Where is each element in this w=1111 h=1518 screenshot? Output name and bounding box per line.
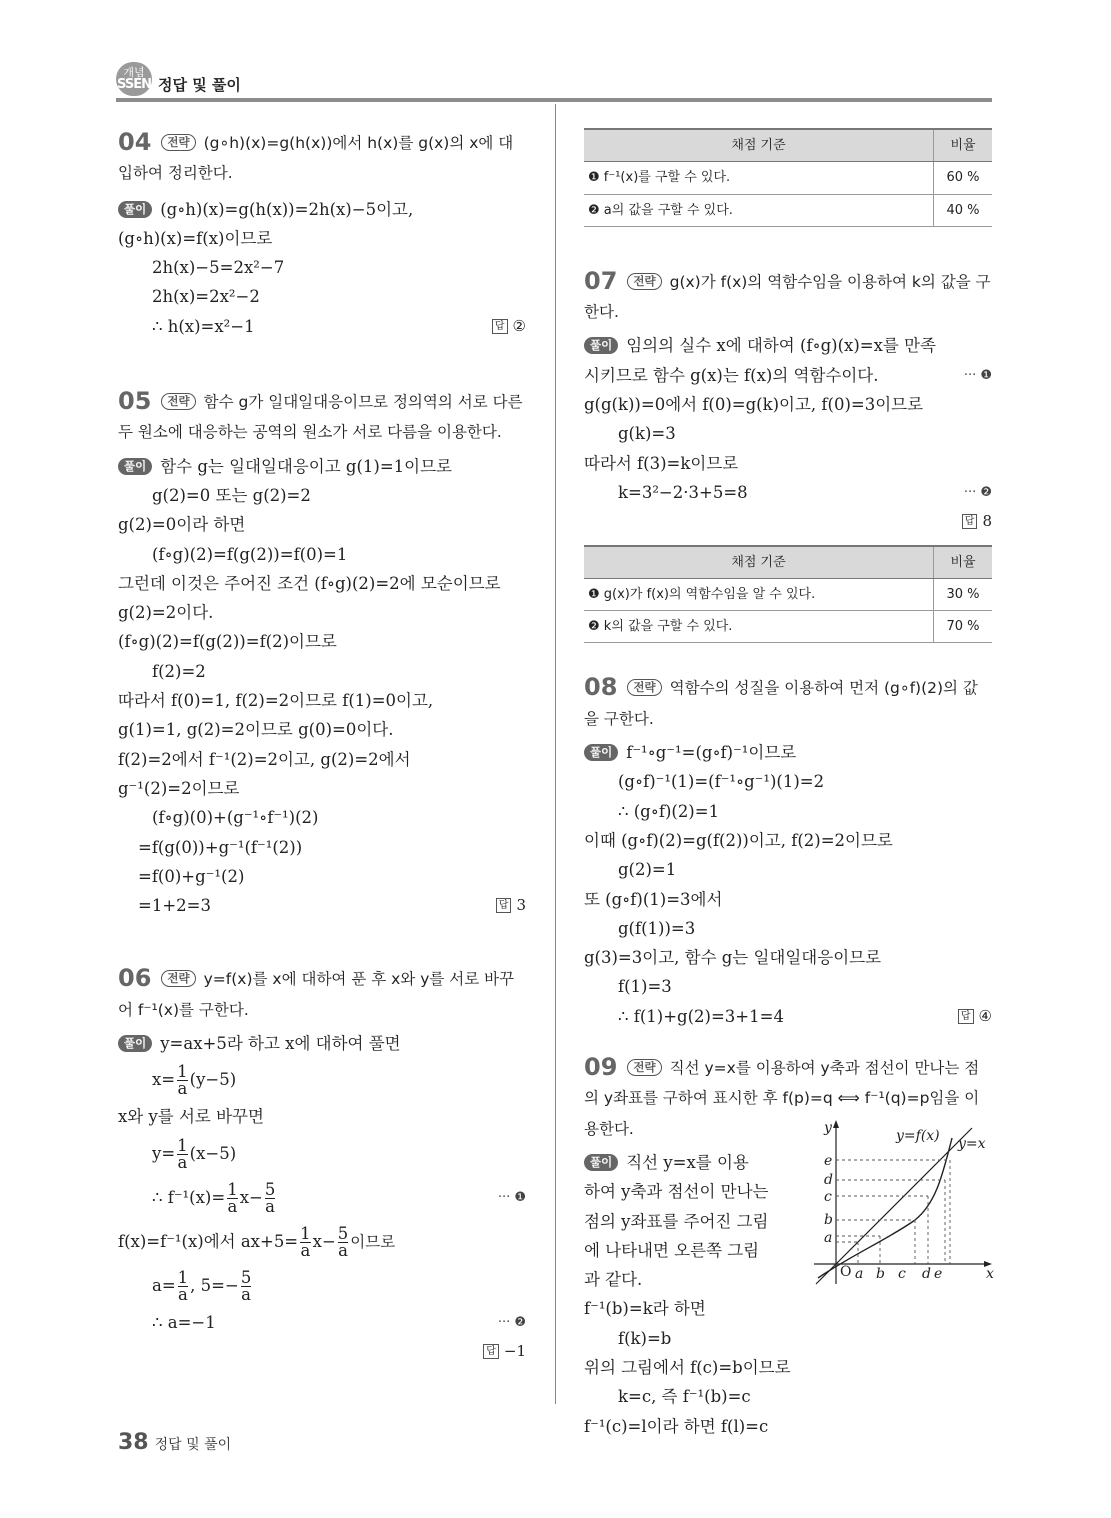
x-tick-e: e	[934, 1266, 943, 1282]
frac-den: a	[178, 1284, 188, 1304]
fraction	[300, 1223, 311, 1260]
q09-line3: 점의 y좌표를 주어진 그림	[584, 1211, 769, 1231]
q07-line5: 따라서 f(3)=k이므로	[584, 453, 739, 473]
y-tick-d: d	[824, 1172, 833, 1188]
q04-number: 04	[118, 128, 152, 156]
q06-number: 06	[118, 964, 152, 993]
step-marker-1: ··· ❶	[497, 1189, 526, 1205]
q04-answer	[492, 312, 526, 341]
q05-line15	[118, 891, 526, 920]
x-tick-a: a	[855, 1266, 864, 1282]
strategy-tag: 전략	[627, 679, 661, 696]
q05-sol-line1	[118, 452, 526, 481]
q06-line4	[118, 1132, 526, 1176]
frac-den: a	[227, 1196, 238, 1216]
q06-sol-line1	[118, 1029, 526, 1058]
q05-strategy	[118, 387, 526, 448]
solution-tag: 풀이	[584, 337, 618, 354]
table-cell: ❶ g(x)가 f(x)의 역함수임을 알 수 있다.	[584, 578, 934, 610]
q08-line3: ∴ (g∘f)(2)=1	[618, 801, 720, 821]
table-cell: 60 %	[934, 162, 993, 194]
q06-sol1: y=ax+5라 하고 x에 대하여 풀면	[160, 1034, 401, 1054]
table-row	[584, 611, 992, 643]
q09-strategy-text: 직선 y=x를 이용하여 y축과 점선이 만나는 점의 y좌표를 구하여 표시한 후 f(p)=q ⟺ f⁻¹(q)=p임을 이용한다.	[584, 1059, 980, 1138]
scoring-table-07	[584, 545, 992, 644]
q04-strategy-text: (g∘h)(x)=g(h(x))에서 h(x)를 g(x)의 x에 대입하여 정리한다.	[118, 134, 514, 183]
q06-expr: x−	[239, 1187, 263, 1207]
q06-expr: , 5=−	[190, 1275, 239, 1295]
q09-number: 09	[584, 1053, 618, 1082]
q05-line8: 따라서 f(0)=1, f(2)=2이므로 f(1)=0이고,	[118, 691, 434, 711]
frac-num: 5	[264, 1179, 276, 1199]
q06-eq: f(x)=f⁻¹(x)에서 ax+5=	[118, 1231, 299, 1251]
q09-line2: 하여 y축과 점선이 만나는	[584, 1182, 769, 1202]
q04-answer-value: ②	[512, 316, 526, 335]
q05-line6: (f∘g)(2)=f(g(2))=f(2)이므로	[118, 632, 337, 652]
table-header-ratio: 비율	[934, 129, 993, 162]
frac-num: 5	[337, 1223, 349, 1243]
q08-line10	[584, 1002, 992, 1031]
table-cell: ❷ a의 값을 구할 수 있다.	[584, 194, 934, 226]
q08-conclusion: ∴ f(1)+g(2)=3+1=4	[618, 1006, 784, 1026]
q06-y-eq: y=	[152, 1143, 176, 1163]
strategy-tag: 전략	[161, 134, 195, 151]
x-tick-b: b	[876, 1266, 885, 1282]
footer-text: 정답 및 풀이	[154, 1437, 232, 1453]
step-marker-2: ··· ❷	[963, 484, 992, 500]
strategy-tag: 전략	[627, 273, 661, 290]
q08-line4: 이때 (g∘f)(2)=g(f(2))이고, f(2)=2이므로	[584, 830, 893, 850]
scoring-table-06	[584, 128, 992, 227]
fraction	[337, 1223, 349, 1260]
q07-answer-line	[584, 507, 992, 536]
q06-line2	[118, 1058, 526, 1102]
frac-num: 5	[240, 1267, 252, 1287]
answer-box: 답	[492, 319, 508, 334]
fraction	[177, 1135, 188, 1172]
curve-f	[818, 1138, 952, 1278]
y-tick-c: c	[824, 1189, 832, 1205]
q04-conclusion: ∴ h(x)=x²−1	[152, 316, 255, 336]
q08-line5: g(2)=1	[618, 860, 677, 880]
q05-conclusion: =1+2=3	[138, 896, 211, 916]
q07-line6	[584, 478, 992, 507]
table-header-ratio: 비율	[934, 546, 993, 579]
q07-line2	[584, 361, 992, 390]
q04-line3: 2h(x)−5=2x²−7	[152, 258, 285, 278]
frac-num: 1	[227, 1179, 238, 1199]
q06-expr: (x−5)	[189, 1143, 237, 1163]
q08-line9: f(1)=3	[618, 977, 672, 997]
line-label: y=x	[958, 1136, 986, 1152]
q06-line6	[118, 1220, 526, 1264]
answer-box: 답	[483, 1344, 499, 1359]
series-logo	[116, 62, 152, 96]
q09-line8: 위의 그림에서 f(c)=b이므로	[584, 1357, 791, 1377]
q09-line5: 과 같다.	[584, 1270, 643, 1290]
page-footer	[118, 1430, 231, 1455]
strategy-tag: 전략	[161, 970, 195, 987]
q06-line3: x와 y를 서로 바꾸면	[118, 1107, 264, 1127]
table-cell: ❷ k의 값을 구할 수 있다.	[584, 611, 934, 643]
q07-line3: g(g(k))=0에서 f(0)=g(k)이고, f(0)=3이므로	[584, 395, 924, 415]
q07-strategy	[584, 267, 992, 328]
table-cell: 30 %	[934, 578, 993, 610]
q05-line2: g(2)=0 또는 g(2)=2	[152, 485, 311, 505]
frac-den: a	[265, 1196, 275, 1216]
q08-sol-line1	[584, 738, 992, 767]
step-marker-1: ··· ❶	[963, 367, 992, 383]
q06-so: 이므로	[350, 1232, 396, 1251]
strategy-tag: 전략	[627, 1059, 661, 1076]
guide-lines	[836, 1160, 950, 1264]
q07-line4: g(k)=3	[618, 424, 676, 444]
frac-num: 1	[177, 1135, 188, 1155]
q09-line7: f(k)=b	[618, 1328, 672, 1348]
q05-answer	[496, 891, 526, 920]
solution-tag: 풀이	[584, 744, 618, 761]
header-title: 정답 및 풀이	[158, 76, 241, 94]
table-cell: 40 %	[934, 194, 993, 226]
q06-x-eq: x=	[152, 1070, 176, 1090]
q08-answer	[958, 1002, 992, 1031]
q06-strategy	[118, 964, 526, 1025]
q06-answer-value: −1	[503, 1341, 526, 1360]
q05-line3: g(2)=0이라 하면	[118, 515, 246, 535]
q09-line4: 에 나타내면 오른쪽 그림	[584, 1240, 760, 1260]
answer-box: 답	[496, 898, 512, 913]
q06-a-eq: a=	[152, 1275, 176, 1295]
q06-line5	[118, 1176, 526, 1220]
fraction	[264, 1179, 276, 1216]
q08-line6: 또 (g∘f)(1)=3에서	[584, 889, 723, 909]
q06-strategy-text: y=f(x)를 x에 대하여 푼 후 x와 y를 서로 바꾸어 f⁻¹(x)를 구한다.	[118, 970, 515, 1019]
q08-strategy	[584, 673, 992, 734]
y-tick-a: a	[824, 1230, 833, 1246]
logo-bottom-text: SSEN	[117, 77, 151, 92]
q06-expr: x−	[312, 1231, 336, 1251]
table-row	[584, 578, 992, 610]
x-tick-d: d	[922, 1266, 931, 1282]
answer-box: 답	[958, 1009, 974, 1024]
curve-label: y=f(x)	[896, 1128, 940, 1144]
page-number: 38	[118, 1430, 149, 1455]
q07-sol1: 임의의 실수 x에 대하여 (f∘g)(x)=x를 만족	[626, 336, 936, 356]
solution-tag: 풀이	[118, 458, 152, 475]
q08-number: 08	[584, 673, 618, 702]
q09-line10: f⁻¹(c)=l이라 하면 f(l)=c	[584, 1416, 769, 1436]
column-divider	[555, 104, 556, 1404]
q08-line2: (g∘f)⁻¹(1)=(f⁻¹∘g⁻¹)(1)=2	[618, 772, 825, 792]
q04-line2: (g∘h)(x)=f(x)이므로	[118, 228, 273, 248]
q07-number: 07	[584, 266, 618, 295]
y-axis-label: y	[824, 1120, 832, 1136]
q05-line11: g⁻¹(2)=2이므로	[118, 778, 240, 798]
x-axis-label: x	[986, 1266, 994, 1282]
q08-line8: g(3)=3이고, 함수 g는 일대일대응이므로	[584, 948, 882, 968]
frac-den: a	[338, 1240, 348, 1260]
y-tick-e: e	[824, 1153, 833, 1169]
q05-line7: f(2)=2	[152, 661, 206, 681]
q07-sol-line1	[584, 331, 992, 360]
q05-strategy-text: 함수 g가 일대일대응이므로 정의역의 서로 다른 두 원소에 대응하는 공역의 원소가 서로 다름을 이용한다.	[118, 393, 523, 442]
q05-line12: (f∘g)(0)+(g⁻¹∘f⁻¹)(2)	[152, 808, 319, 828]
y-tick-b: b	[824, 1212, 833, 1228]
origin-label: O	[840, 1264, 852, 1280]
table-header-criteria: 채점 기준	[584, 546, 934, 579]
q05-line14: =f(0)+g⁻¹(2)	[138, 866, 245, 886]
frac-num: 1	[300, 1223, 311, 1243]
q05-line10: f(2)=2에서 f⁻¹(2)=2이고, g(2)=2에서	[118, 749, 411, 769]
q06-expr: (y−5)	[189, 1070, 237, 1090]
frac-num: 1	[177, 1267, 189, 1287]
q08-answer-value: ④	[978, 1006, 992, 1025]
fraction	[177, 1267, 189, 1304]
step-marker-2: ··· ❷	[497, 1314, 526, 1330]
q07-l2: 시키므로 함수 g(x)는 f(x)의 역함수이다.	[584, 365, 879, 385]
q07-l6: k=3²−2·3+5=8	[618, 482, 748, 502]
q07-answer	[962, 507, 992, 536]
q06-line8	[118, 1308, 526, 1337]
answer-box: 답	[962, 514, 978, 529]
q09-line9: k=c, 즉 f⁻¹(b)=c	[618, 1387, 751, 1407]
q07-strategy-text: g(x)가 f(x)의 역함수임을 이용하여 k의 값을 구한다.	[584, 272, 991, 322]
q05-answer-value: 3	[516, 896, 526, 915]
q04-sol1: (g∘h)(x)=g(h(x))=2h(x)−5이고,	[160, 199, 414, 219]
frac-den: a	[177, 1152, 188, 1172]
left-column	[118, 128, 526, 1366]
table-row	[584, 162, 992, 194]
q08-line7: g(f(1))=3	[618, 918, 696, 938]
frac-den: a	[300, 1240, 311, 1260]
x-tick-c: c	[898, 1266, 906, 1282]
q06-inverse: ∴ f⁻¹(x)=	[152, 1187, 226, 1207]
header-rule	[116, 98, 992, 102]
q04-strategy	[118, 128, 526, 189]
q05-number: 05	[118, 387, 152, 416]
q05-line9: g(1)=1, g(2)=2이므로 g(0)=0이다.	[118, 720, 394, 740]
q06-line7	[118, 1264, 526, 1308]
q04-line4: 2h(x)=2x²−2	[152, 287, 260, 307]
solution-tag: 풀이	[118, 201, 152, 218]
q04-sol-line1	[118, 195, 526, 224]
frac-den: a	[177, 1079, 188, 1099]
q06-answer-line	[118, 1337, 526, 1366]
q09-sol1: 직선 y=x를 이용	[626, 1152, 749, 1172]
q06-answer	[483, 1337, 526, 1366]
strategy-tag: 전략	[161, 393, 195, 410]
q05-line13: =f(g(0))+g⁻¹(f⁻¹(2))	[138, 837, 303, 857]
q06-conclusion: ∴ a=−1	[152, 1312, 216, 1332]
frac-num: 1	[177, 1062, 188, 1082]
table-cell: 70 %	[934, 611, 993, 643]
y-axis-arrow	[833, 1120, 839, 1128]
fraction	[227, 1179, 238, 1216]
logo-top-text: 개념	[123, 66, 145, 79]
fraction	[240, 1267, 252, 1304]
solution-tag: 풀이	[584, 1154, 618, 1171]
q05-line5: 그런데 이것은 주어진 조건 (f∘g)(2)=2에 모순이므로 g(2)=2이다.	[118, 573, 501, 623]
function-graph	[810, 1118, 998, 1290]
q04-line5	[118, 312, 526, 341]
solution-tag: 풀이	[118, 1035, 152, 1052]
table-cell: ❶ f⁻¹(x)를 구할 수 있다.	[584, 162, 934, 194]
q08-sol1: f⁻¹∘g⁻¹=(g∘f)⁻¹이므로	[626, 743, 797, 763]
fraction	[177, 1064, 188, 1097]
q05-line4: (f∘g)(2)=f(g(2))=f(0)=1	[152, 544, 348, 564]
q07-answer-value: 8	[982, 512, 992, 531]
q09-line6: f⁻¹(b)=k라 하면	[584, 1299, 706, 1319]
frac-den: a	[241, 1284, 251, 1304]
q05-sol1: 함수 g는 일대일대응이고 g(1)=1이므로	[160, 456, 452, 476]
q08-strategy-text: 역함수의 성질을 이용하여 먼저 (g∘f)(2)의 값을 구한다.	[584, 679, 978, 728]
table-header-criteria: 채점 기준	[584, 129, 934, 162]
table-row	[584, 194, 992, 226]
